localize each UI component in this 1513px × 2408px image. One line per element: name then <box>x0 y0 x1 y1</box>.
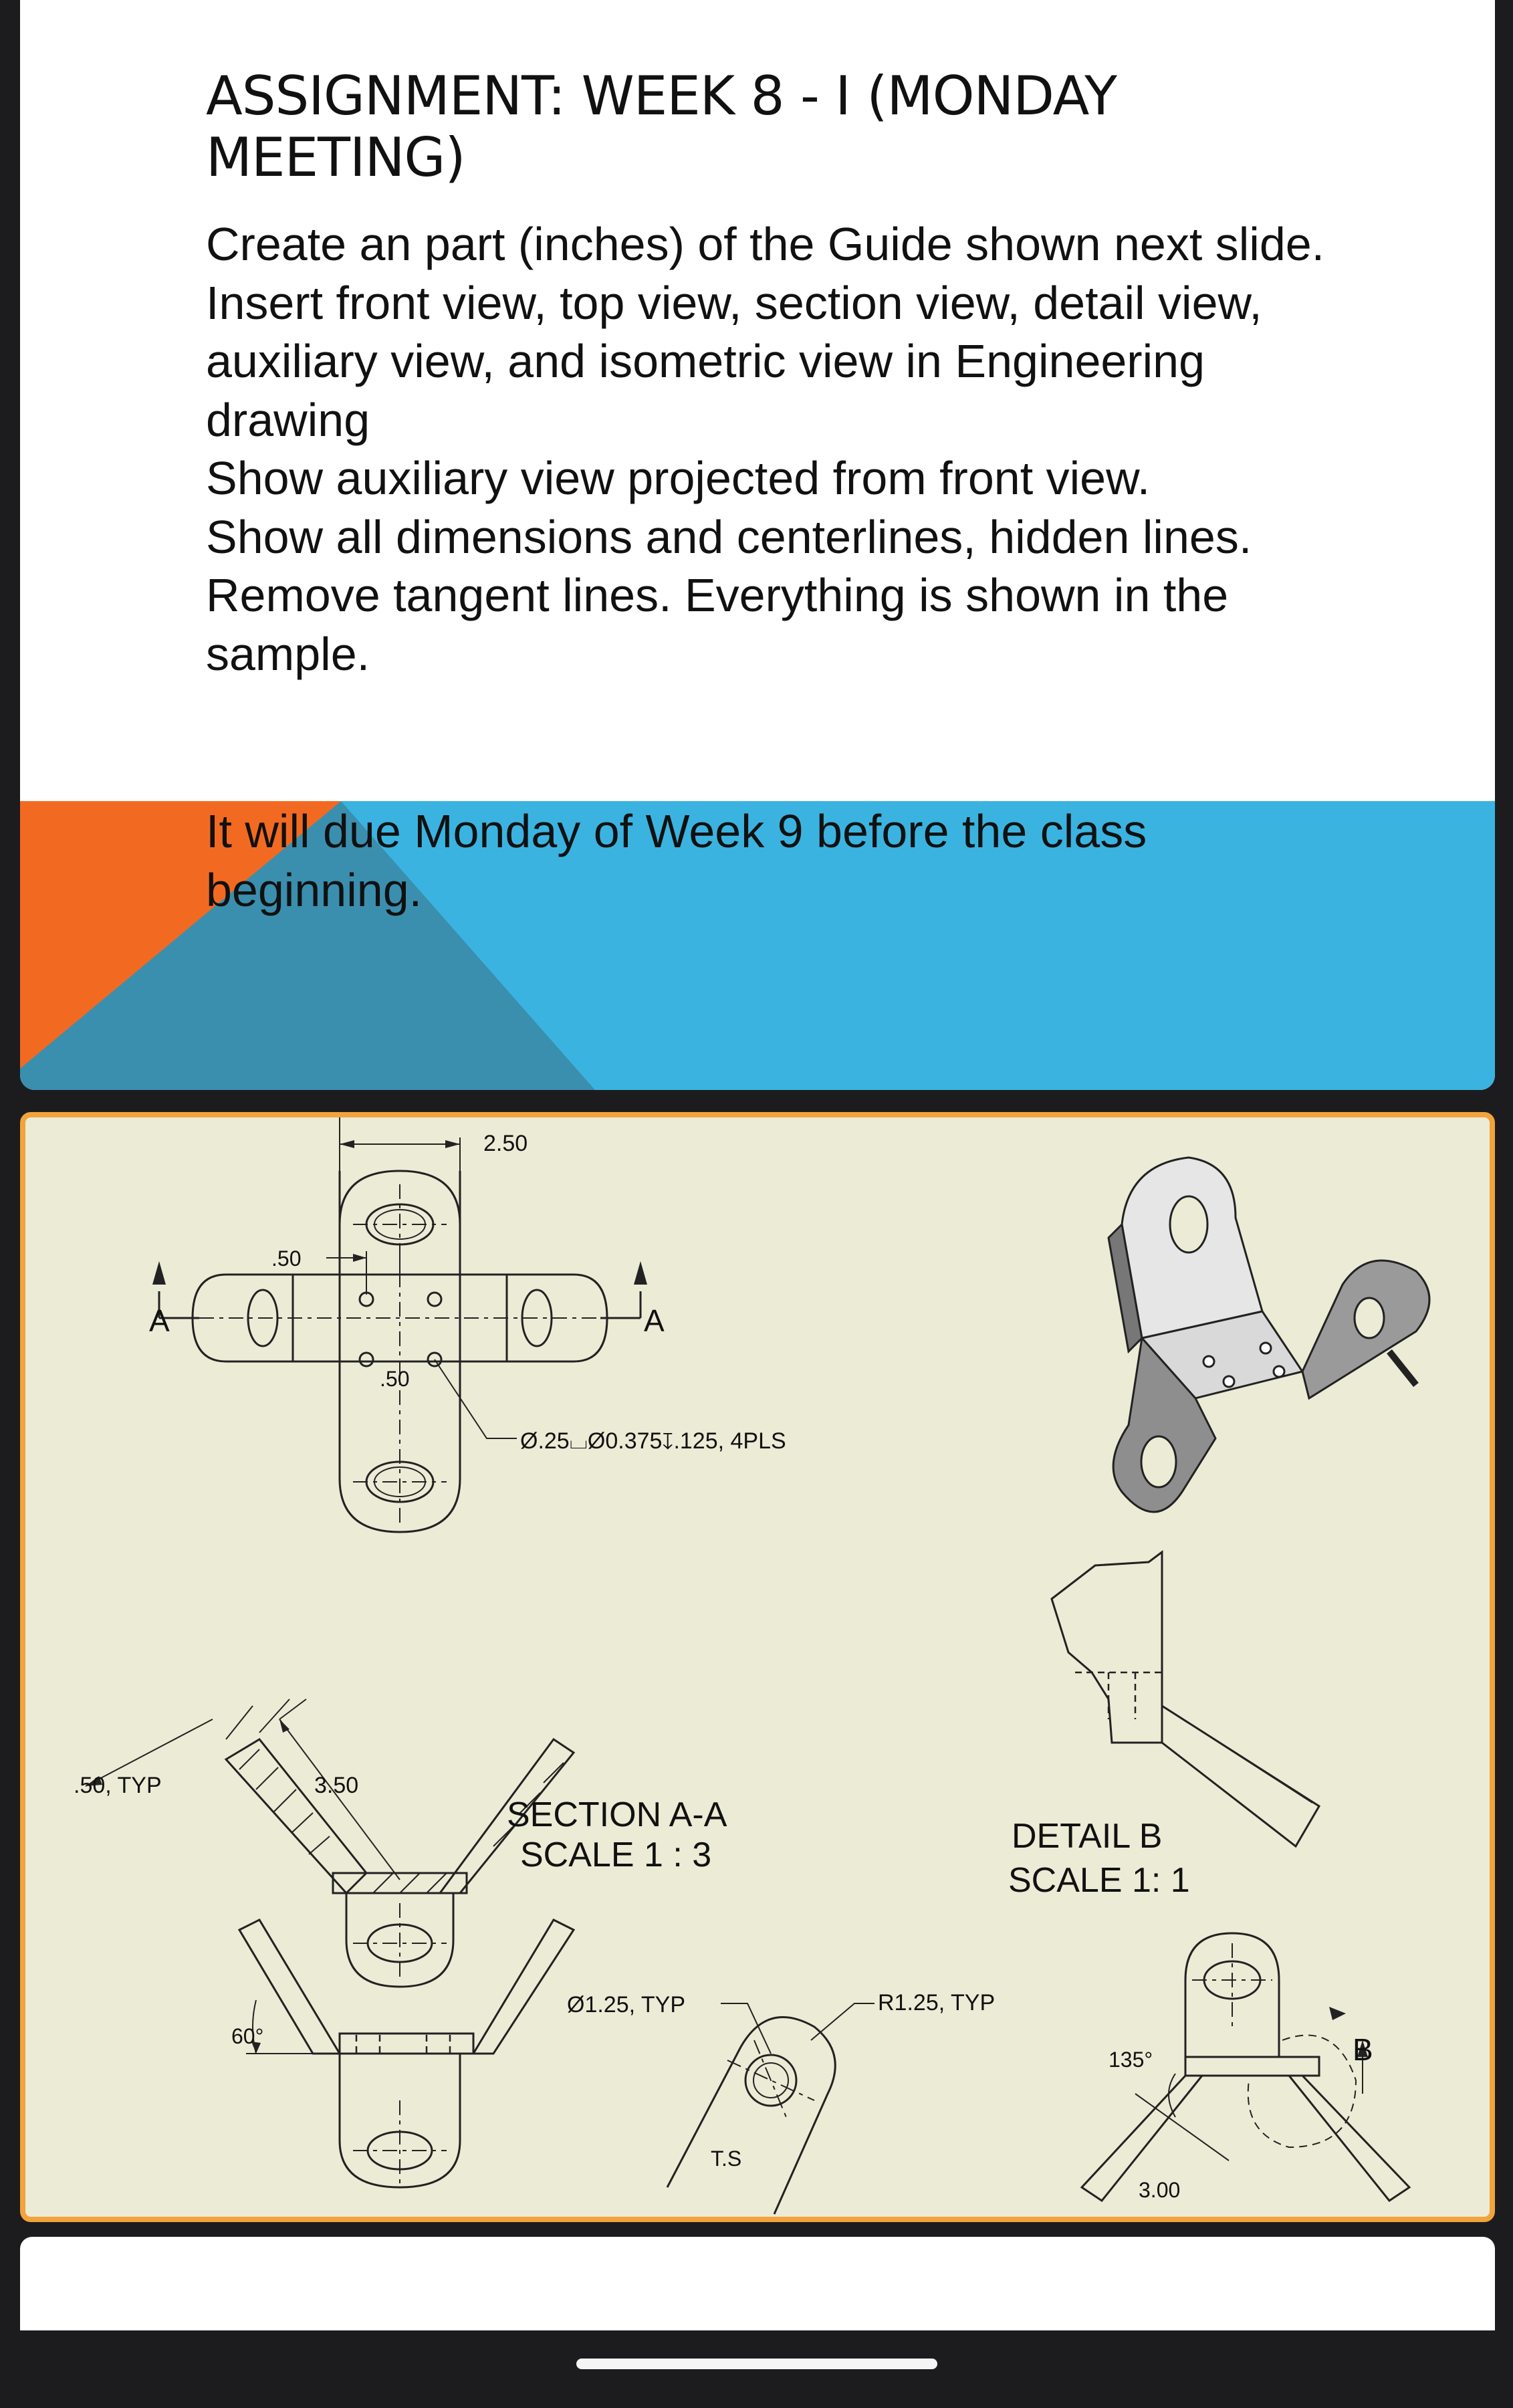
section-marker-left: A <box>149 1303 170 1338</box>
dim-hole-spacing-b: .50 <box>380 1367 410 1391</box>
dim-hole-spacing-a: .50 <box>271 1246 302 1271</box>
hole-callout: Ø.25⌴Ø0.375↧.125, 4PLS <box>520 1428 786 1454</box>
due-note-text: It will due Monday of Week 9 before the class beginning. <box>206 805 1147 916</box>
detail-marker: B <box>1353 2032 1373 2067</box>
next-slide-card[interactable] <box>20 2237 1495 2330</box>
detail-title: DETAIL B <box>1012 1817 1163 1856</box>
instruction-line: Create an part (inches) of the Guide shown next slide. <box>206 218 1325 270</box>
section-scale: SCALE 1 : 3 <box>520 1836 712 1874</box>
angle-60: 60° <box>231 2024 264 2048</box>
section-marker-right: A <box>644 1303 665 1338</box>
top-view <box>152 1117 647 1532</box>
detail-scale: SCALE 1: 1 <box>1008 1861 1190 1900</box>
instructions <box>206 215 1356 683</box>
section-a-a-view <box>86 1699 574 1987</box>
front-view <box>239 1920 574 2187</box>
arm-length: 3.50 <box>314 1773 359 1798</box>
hole-dia-note: Ø1.25, TYP <box>567 1992 686 2017</box>
assignment-title: ASSIGNMENT: WEEK 8 - I (MONDAY MEETING) <box>206 65 1117 189</box>
detail-b-view <box>1052 1552 1319 1846</box>
radius-note: R1.25, TYP <box>878 1990 996 2015</box>
angle-135: 135° <box>1109 2048 1153 2072</box>
home-indicator[interactable] <box>576 2359 937 2369</box>
auxiliary-view <box>667 2003 875 2214</box>
instruction-line: Show auxiliary view projected from front view. <box>206 452 1151 504</box>
thickness-note: .50, TYP <box>74 1773 162 1798</box>
true-size-label: T.S <box>711 2147 742 2171</box>
slide <box>20 0 1495 1090</box>
dim-300: 3.00 <box>1139 2178 1181 2202</box>
instruction-line: Show all dimensions and centerlines, hidden lines. Remove tangent lines. Everything is shown in the sample. <box>206 510 1252 680</box>
isometric-view <box>1109 1158 1429 1512</box>
engineering-drawing[interactable] <box>20 1112 1495 2222</box>
section-title: SECTION A-A <box>507 1795 727 1834</box>
due-note <box>206 802 1356 919</box>
dim-width: 2.50 <box>483 1131 528 1156</box>
instruction-line: Insert front view, top view, section view, detail view, auxiliary view, and isometric view in Engineering drawing <box>206 276 1262 446</box>
